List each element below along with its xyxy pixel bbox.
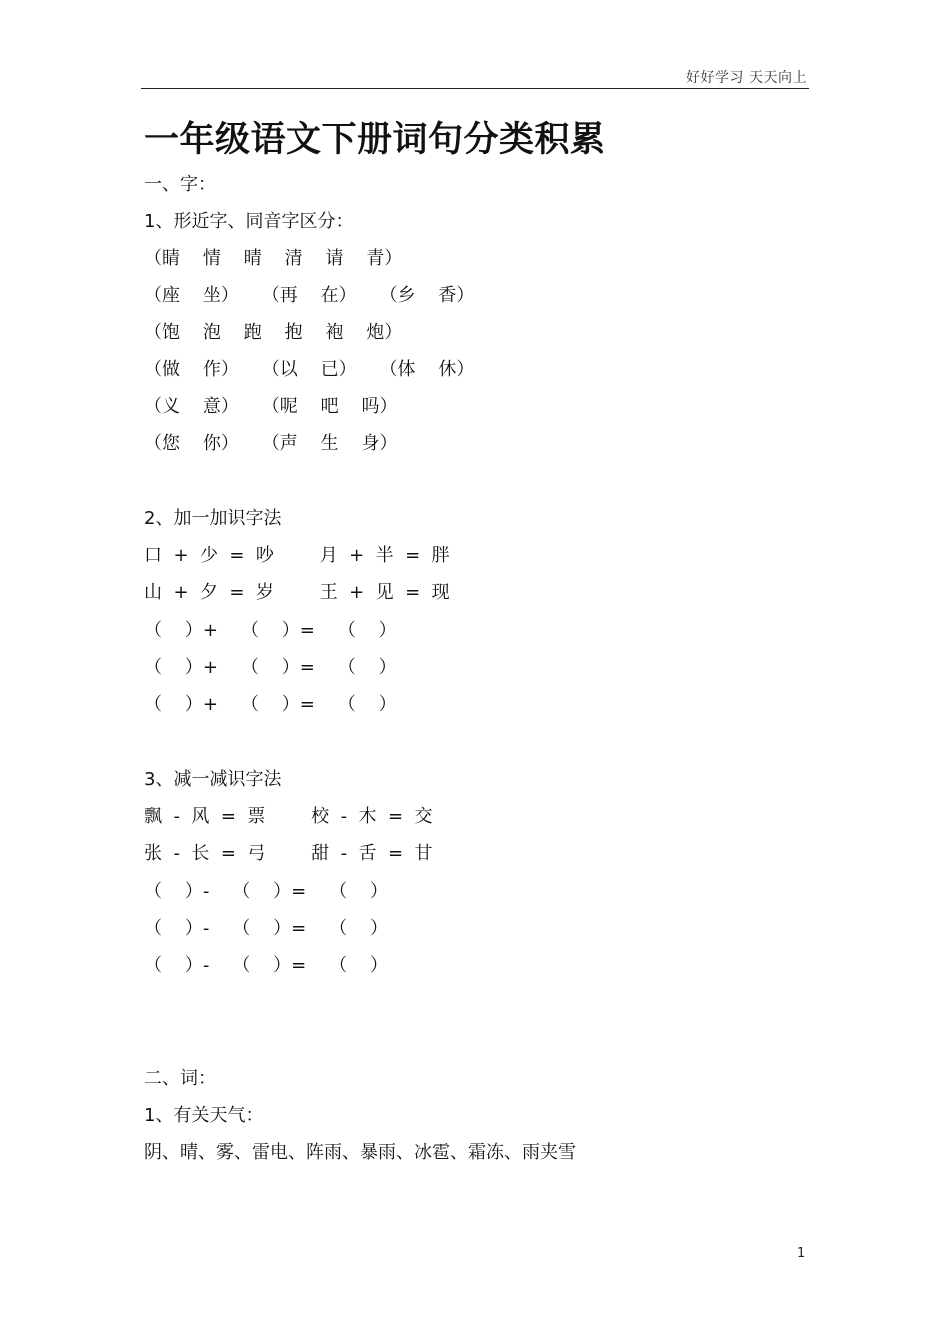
addition-blank-line: （ ）+ （ ）= （ ） <box>144 694 397 715</box>
section-heading-characters: 一、字： <box>144 174 216 195</box>
subtraction-blank-line: （ ）- （ ）= （ ） <box>144 881 389 902</box>
character-group-line: （做 作） （以 已） （体 休） <box>144 359 475 380</box>
page-number: 1 <box>797 1246 806 1261</box>
header-divider <box>141 88 809 89</box>
addition-example-line: 山 + 夕 = 岁 王 + 见 = 现 <box>144 582 450 603</box>
addition-example-line: 口 + 少 = 吵 月 + 半 = 胖 <box>144 545 450 566</box>
addition-blank-line: （ ）+ （ ）= （ ） <box>144 620 397 641</box>
character-group-line: （您 你） （声 生 身） <box>144 433 398 454</box>
subtraction-blank-line: （ ）- （ ）= （ ） <box>144 918 389 939</box>
subsection-heading-weather: 1、有关天气： <box>144 1105 264 1126</box>
weather-words-line: 阴、晴、雾、雷电、阵雨、暴雨、冰雹、霜冻、雨夹雪 <box>144 1142 576 1163</box>
character-group-line: （座 坐） （再 在） （乡 香） <box>144 285 475 306</box>
subtraction-example-line: 飘 - 风 = 票 校 - 木 = 交 <box>144 806 433 827</box>
character-group-line: （饱 泡 跑 抱 袍 炮） <box>144 322 403 343</box>
section-heading-words: 二、词： <box>144 1068 216 1089</box>
character-group-line: （睛 情 晴 清 请 青） <box>144 248 403 269</box>
subsection-heading-addition-method: 2、加一加识字法 <box>144 508 282 529</box>
page-header-text: 好好学习 天天向上 <box>686 70 807 86</box>
subtraction-example-line: 张 - 长 = 弓 甜 - 舌 = 甘 <box>144 843 433 864</box>
subtraction-blank-line: （ ）- （ ）= （ ） <box>144 955 389 976</box>
subsection-heading-subtraction-method: 3、减一减识字法 <box>144 769 282 790</box>
character-group-line: （义 意） （呢 吧 吗） <box>144 396 398 417</box>
addition-blank-line: （ ）+ （ ）= （ ） <box>144 657 397 678</box>
subsection-heading-similar-characters: 1、形近字、同音字区分： <box>144 211 354 232</box>
document-title: 一年级语文下册词句分类积累 <box>144 120 606 160</box>
